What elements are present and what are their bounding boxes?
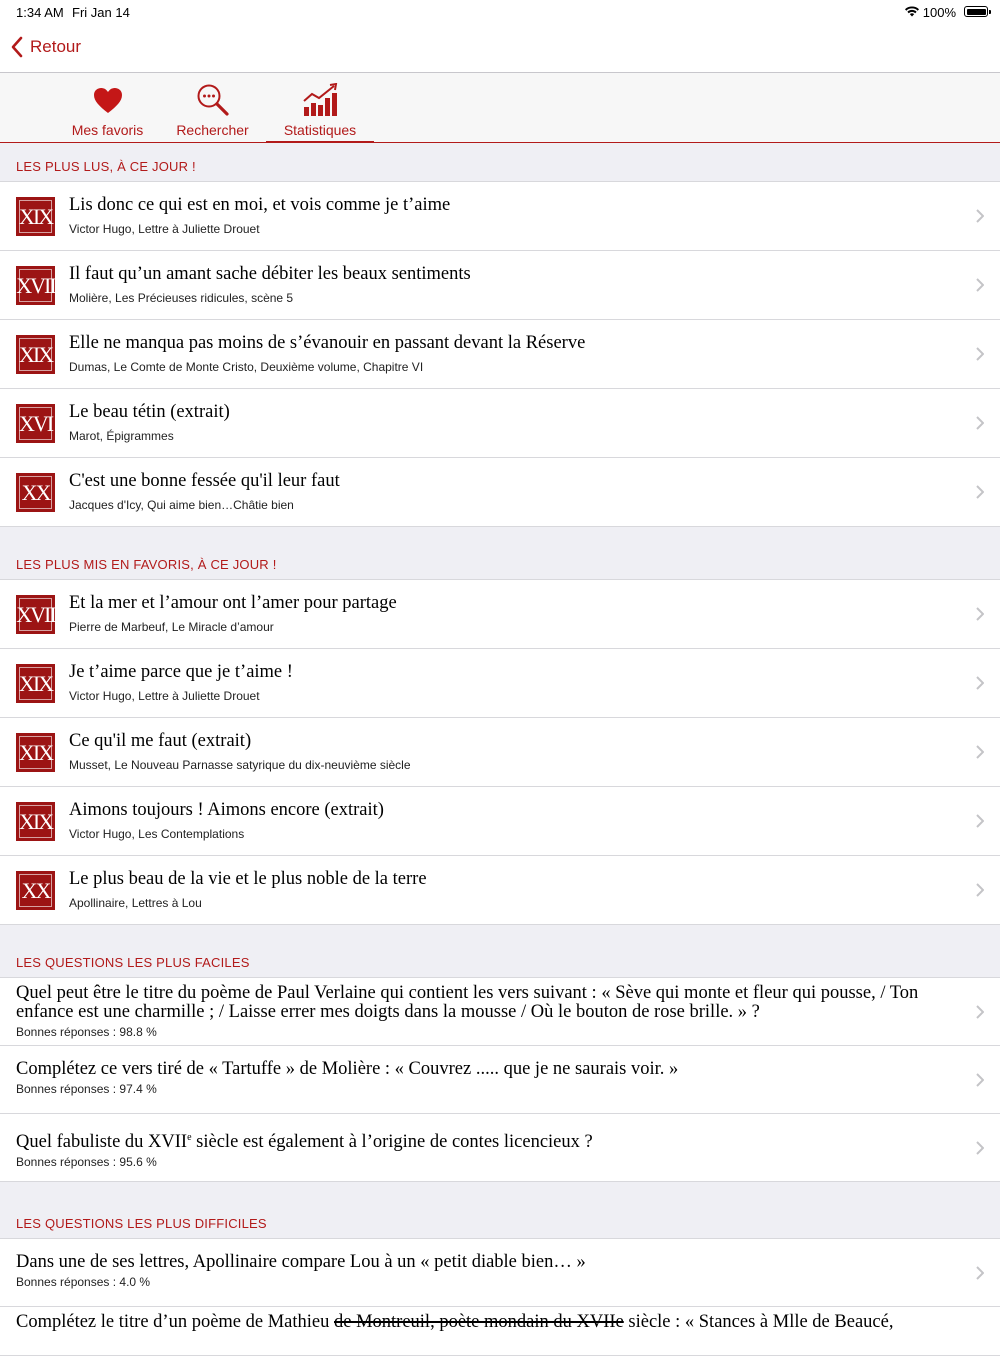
chevron-right-icon [976,416,984,430]
tab-search[interactable] [165,73,260,142]
section-header-most-favorited: LES PLUS MIS EN FAVORIS, À CE JOUR ! [16,557,277,572]
item-title: Il faut qu’un amant sache débiter les beaux sentiments [69,264,471,284]
question-score: Bonnes réponses : 4.0 % [16,1275,151,1289]
search-icon [196,83,230,117]
item-subtitle: Marot, Épigrammes [69,429,174,443]
century-badge: XX [16,473,55,512]
question-text: Quel peut être le titre du poème de Paul Verlaine qui contient les vers suivant : « Sève qui monte et fleur qui pousse, / Ton enfance est une charmille ; / Laisse errer mes doigts dans la mousse / Où le bouton de rose brille. » ? [16,983,919,1022]
item-subtitle: Apollinaire, Lettres à Lou [69,896,202,910]
item-subtitle: Molière, Les Précieuses ridicules, scène 5 [69,291,294,305]
item-subtitle: Dumas, Le Comte de Monte Cristo, Deuxième volume, Chapitre VI [69,360,424,374]
list-item[interactable] [0,251,1000,320]
question-text: Complétez ce vers tiré de « Tartuffe » de Molière : « Couvrez ..... que je ne saurais voir. » [16,1059,679,1079]
section-header-hardest-questions: LES QUESTIONS LES PLUS DIFFICILES [16,1216,267,1231]
chevron-right-icon [976,1005,984,1019]
segmented-tab-bar [0,73,1000,143]
chevron-left-icon [10,36,24,58]
tab-statistics-label: Statistiques [283,122,357,138]
section-header-easiest-questions: LES QUESTIONS LES PLUS FACILES [16,955,250,970]
list-item[interactable] [0,580,1000,649]
list-item[interactable] [0,458,1000,526]
item-subtitle: Pierre de Marbeuf, Le Miracle d’amour [69,620,274,634]
chevron-right-icon [976,814,984,828]
item-subtitle: Victor Hugo, Les Contemplations [69,827,245,841]
list-item[interactable] [0,320,1000,389]
list-item[interactable] [0,649,1000,718]
question-row[interactable] [0,978,1000,1046]
tab-statistics[interactable] [266,73,374,142]
century-badge: XIX [16,664,55,703]
list-most-favorited [0,579,1000,925]
century-badge: XIX [16,733,55,772]
list-item[interactable] [0,389,1000,458]
chevron-right-icon [976,745,984,759]
list-easiest-questions [0,977,1000,1182]
back-button-label: Retour [30,37,82,56]
century-badge: XVI [16,404,55,443]
status-bar [0,0,1000,26]
century-badge: XIX [16,335,55,374]
list-item[interactable] [0,856,1000,924]
item-title: Et la mer et l’amour ont l’amer pour partage [69,593,397,613]
question-score: Bonnes réponses : 98.8 % [16,1025,157,1039]
item-title: Le plus beau de la vie et le plus noble de la terre [69,869,427,889]
struck-text: de Montreuil, poète mondain du XVIIe [334,1312,624,1332]
navigation-bar [0,26,1000,73]
chevron-right-icon [976,883,984,897]
item-subtitle: Victor Hugo, Lettre à Juliette Drouet [69,222,260,236]
question-row[interactable] [0,1239,1000,1307]
item-title: Je t’aime parce que je t’aime ! [69,662,293,682]
section-header-most-read: LES PLUS LUS, À CE JOUR ! [16,159,196,174]
chevron-right-icon [976,1141,984,1155]
item-title: Le beau tétin (extrait) [69,402,230,422]
question-text: Quel fabuliste du XVIIe siècle est également à l’origine de contes licencieux ? [16,1132,593,1153]
chevron-right-icon [976,1073,984,1087]
century-badge: XVII [16,595,55,634]
battery-icon [964,6,988,17]
century-badge: XIX [16,802,55,841]
wifi-icon [904,5,920,17]
question-score: Bonnes réponses : 97.4 % [16,1082,157,1096]
question-score: Bonnes réponses : 95.6 % [16,1155,157,1170]
item-title: Aimons toujours ! Aimons encore (extrait) [69,800,384,820]
list-item[interactable] [0,718,1000,787]
chevron-right-icon [976,485,984,499]
list-hardest-questions [0,1238,1000,1356]
back-button[interactable] [10,36,81,58]
chevron-right-icon [976,347,984,361]
question-text: Dans une de ses lettres, Apollinaire compare Lou à un « petit diable bien… » [16,1252,586,1272]
item-title: Elle ne manqua pas moins de s’évanouir en passant devant la Réserve [69,333,586,353]
chevron-right-icon [976,278,984,292]
list-item[interactable] [0,787,1000,856]
item-title: C'est une bonne fessée qu'il leur faut [69,471,340,491]
status-date: Fri Jan 14 [72,5,130,20]
tab-favorites-label: Mes favoris [71,122,144,138]
heart-icon [93,87,123,114]
list-most-read [0,181,1000,527]
item-title: Lis donc ce qui est en moi, et vois comme je t’aime [69,195,451,215]
question-row[interactable] [0,1307,1000,1355]
battery-fill [967,9,986,15]
question-row[interactable] [0,1046,1000,1114]
item-subtitle: Musset, Le Nouveau Parnasse satyrique du dix-neuvième siècle [69,758,411,772]
century-badge: XIX [16,197,55,236]
chevron-right-icon [976,676,984,690]
battery-percentage: 100% [922,5,956,20]
question-text: Complétez le titre d’un poème de Mathieu de Montreuil, poète mondain du XVIIe siècle : « Stances à Mlle de Beaucé, [16,1312,894,1332]
chevron-right-icon [976,1266,984,1280]
tab-favorites[interactable] [60,73,155,142]
chevron-right-icon [976,209,984,223]
list-item[interactable] [0,182,1000,251]
question-row[interactable] [0,1114,1000,1181]
item-subtitle: Victor Hugo, Lettre à Juliette Drouet [69,689,260,703]
chevron-right-icon [976,607,984,621]
chart-icon [302,83,338,117]
tab-search-label: Rechercher [176,122,249,138]
status-time: 1:34 AM [16,5,64,20]
century-badge: XVII [16,266,55,305]
item-title: Ce qu'il me faut (extrait) [69,731,252,751]
century-badge: XX [16,871,55,910]
item-subtitle: Jacques d'Icy, Qui aime bien…Châtie bien [69,498,294,512]
